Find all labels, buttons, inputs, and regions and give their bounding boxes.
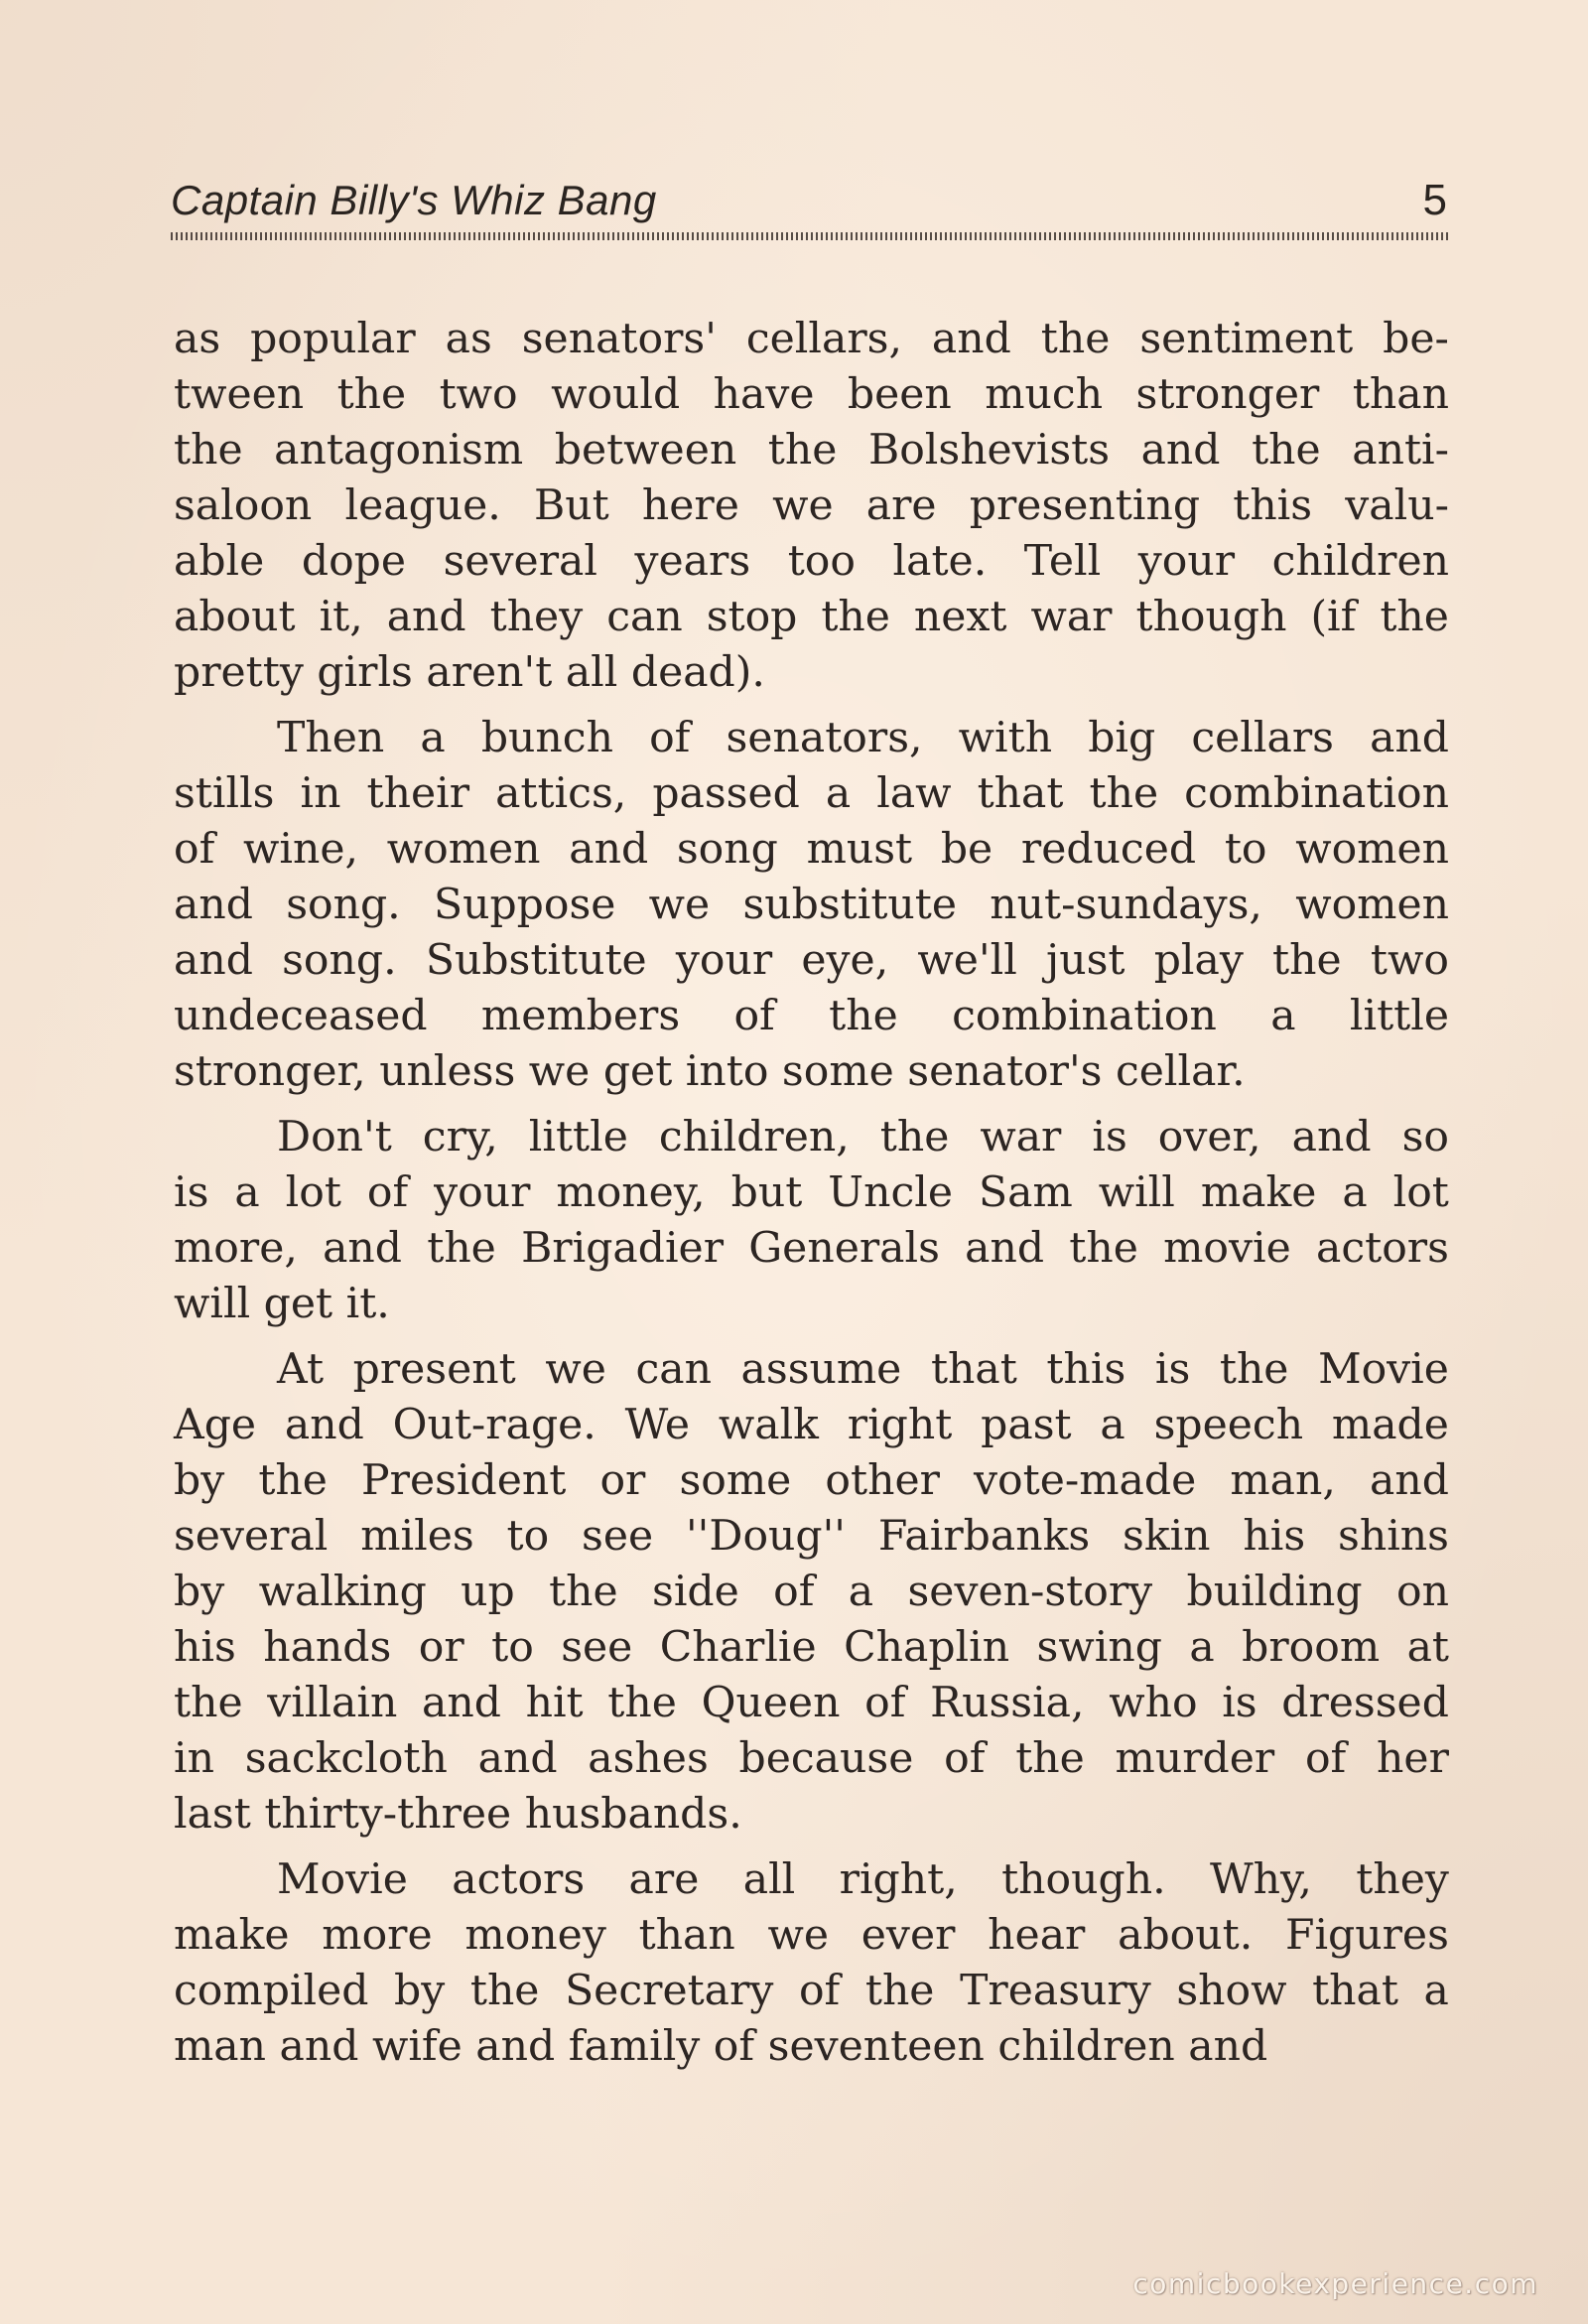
text-line: tween the two would have been much stronger than	[174, 370, 1449, 419]
text-line: by walking up the side of a seven-story building on	[174, 1568, 1449, 1616]
text-line: make more money than we ever hear about. Figures	[174, 1911, 1449, 1960]
text-line: compiled by the Secretary of the Treasury show that a	[174, 1967, 1449, 2015]
text-line: Age and Out-rage. We walk right past a speech made	[174, 1401, 1449, 1449]
text-line: Then a bunch of senators, with big cellars and	[277, 714, 1449, 762]
page-header	[171, 171, 1451, 230]
text-line: saloon league. But here we are presenting this valu-	[174, 481, 1449, 530]
page-number: 5	[1422, 176, 1447, 224]
text-line: is a lot of your money, but Uncle Sam will make a lot	[174, 1168, 1449, 1217]
text-line: At present we can assume that this is the Movie	[277, 1345, 1449, 1394]
text-line: will get it.	[174, 1280, 390, 1328]
text-line: the villain and hit the Queen of Russia, who is dressed	[174, 1679, 1449, 1727]
watermark: comicbookexperience.com	[1132, 2267, 1538, 2300]
paragraph	[174, 1852, 1449, 2075]
text-line: and song. Suppose we substitute nut-sundays, women	[174, 881, 1449, 929]
running-title: Captain Billy's Whiz Bang	[171, 177, 657, 223]
text-line: stronger, unless we get into some senator's cellar.	[174, 1047, 1246, 1096]
text-line: undeceased members of the combination a little	[174, 992, 1449, 1040]
paragraph	[174, 711, 1449, 1100]
text-line: as popular as senators' cellars, and the sentiment be-	[174, 315, 1449, 363]
text-line: the antagonism between the Bolshevists and the anti-	[174, 426, 1449, 475]
text-line: in sackcloth and ashes because of the murder of her	[174, 1734, 1449, 1783]
paragraph	[174, 1110, 1449, 1332]
text-line: of wine, women and song must be reduced to women	[174, 825, 1449, 874]
text-line: last thirty-three husbands.	[174, 1790, 742, 1839]
text-line: man and wife and family of seventeen children and	[174, 2022, 1268, 2071]
paragraph	[174, 312, 1449, 701]
text-line: Movie actors are all right, though. Why, they	[277, 1855, 1449, 1904]
text-line: and song. Substitute your eye, we'll just play the two	[174, 936, 1449, 985]
text-line: Don't cry, little children, the war is over, and so	[277, 1113, 1449, 1162]
header-rule	[171, 232, 1451, 240]
paragraph	[174, 1342, 1449, 1843]
text-line: by the President or some other vote-made man, and	[174, 1456, 1449, 1505]
body-text	[174, 312, 1449, 2075]
text-line: pretty girls aren't all dead).	[174, 648, 765, 697]
text-line: his hands or to see Charlie Chaplin swing a broom at	[174, 1623, 1449, 1672]
text-line: several miles to see ''Doug'' Fairbanks skin his shins	[174, 1512, 1449, 1561]
text-line: about it, and they can stop the next war though (if the	[174, 593, 1449, 641]
text-line: stills in their attics, passed a law that the combination	[174, 769, 1449, 818]
text-line: more, and the Brigadier Generals and the movie actors	[174, 1224, 1449, 1273]
text-line: able dope several years too late. Tell your children	[174, 537, 1449, 586]
